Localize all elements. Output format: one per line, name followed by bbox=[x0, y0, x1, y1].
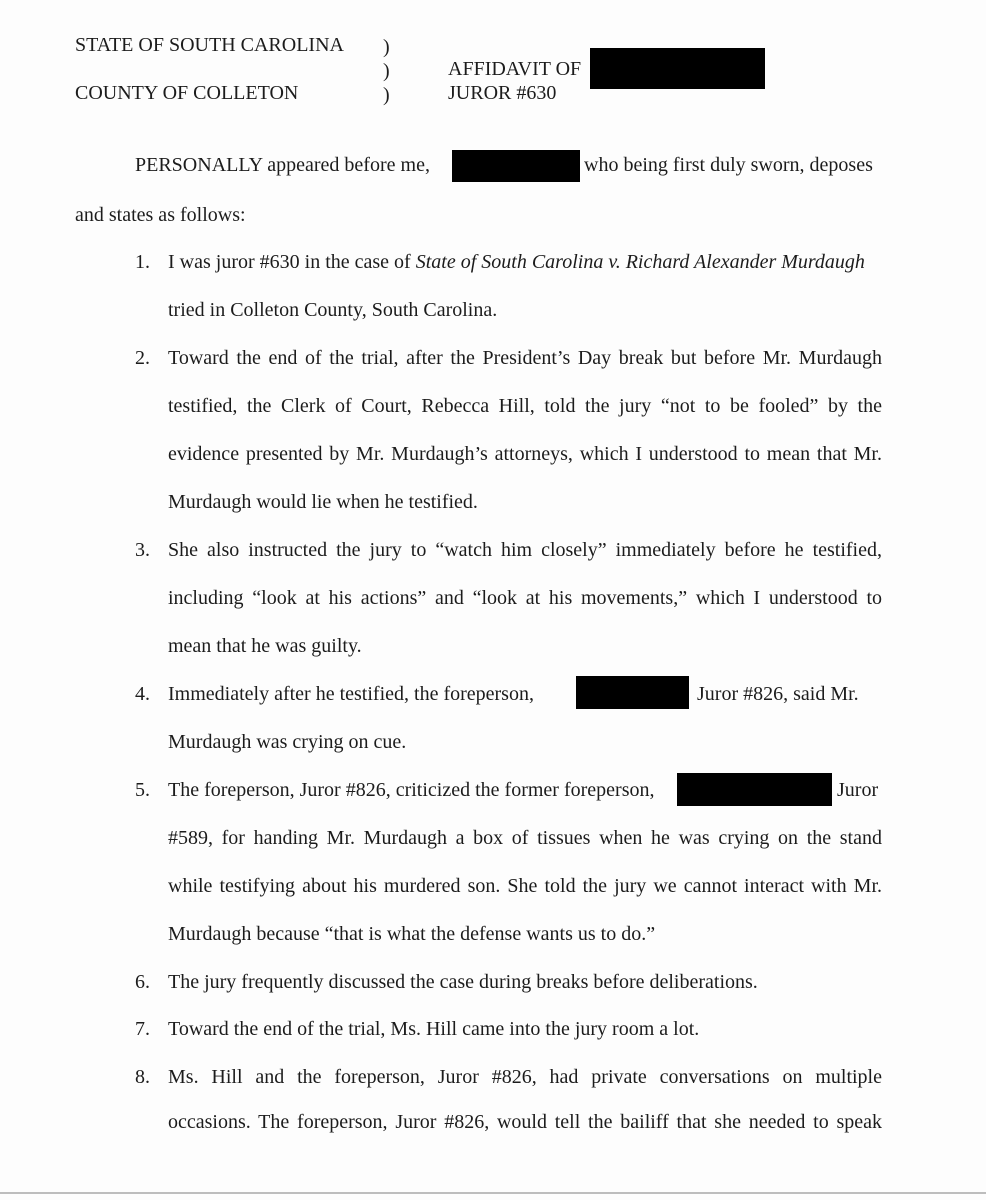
caption-county: COUNTY OF COLLETON bbox=[75, 82, 299, 104]
item-line: Murdaugh because “that is what the defense wants us to do.” bbox=[168, 923, 656, 945]
item-line: Ms. Hill and the foreperson, Juror #826, had private conversations on multiple bbox=[168, 1066, 882, 1088]
item-line: Immediately after he testified, the foreperson, bbox=[168, 683, 534, 705]
case-name: State of South Carolina v. Richard Alexander Murdaugh bbox=[415, 251, 865, 273]
item-line bbox=[168, 250, 882, 274]
item-line: testified, the Clerk of Court, Rebecca Hill, told the jury “not to be fooled” by the bbox=[168, 395, 882, 417]
item-line: tried in Colleton County, South Carolina. bbox=[168, 299, 498, 321]
item-line: Juror #826, said Mr. bbox=[697, 683, 859, 705]
item-line: Juror bbox=[837, 779, 879, 801]
item-line: The foreperson, Juror #826, criticized the former foreperson, bbox=[168, 779, 655, 801]
item-number: 3. bbox=[135, 539, 150, 561]
affidavit-title: AFFIDAVIT OF bbox=[448, 58, 582, 80]
redaction-bar bbox=[576, 676, 689, 709]
item-number: 7. bbox=[135, 1018, 150, 1040]
item-number: 1. bbox=[135, 251, 150, 273]
item-text: I was juror #630 in the case of bbox=[168, 251, 411, 273]
redaction-bar bbox=[590, 48, 765, 89]
page-edge-divider bbox=[0, 1192, 986, 1194]
juror-number-title: JUROR #630 bbox=[448, 82, 557, 104]
intro-text: who being first duly sworn, deposes bbox=[584, 154, 873, 176]
item-line: evidence presented by Mr. Murdaugh’s attorneys, which I understood to mean that Mr. bbox=[168, 443, 882, 465]
item-line: Murdaugh was crying on cue. bbox=[168, 731, 407, 753]
item-line: while testifying about his murdered son. She told the jury we cannot interact with Mr. bbox=[168, 875, 882, 897]
caption-paren: ) bbox=[383, 84, 390, 106]
intro-text: and states as follows: bbox=[75, 204, 246, 226]
item-number: 6. bbox=[135, 971, 150, 993]
intro-text: PERSONALLY appeared before me, bbox=[135, 154, 430, 176]
item-number: 5. bbox=[135, 779, 150, 801]
item-number: 8. bbox=[135, 1066, 150, 1088]
caption-paren: ) bbox=[383, 60, 390, 82]
caption-state: STATE OF SOUTH CAROLINA bbox=[75, 34, 344, 56]
item-line: Murdaugh would lie when he testified. bbox=[168, 491, 478, 513]
redaction-bar bbox=[452, 150, 580, 182]
item-line: The jury frequently discussed the case during breaks before deliberations. bbox=[168, 971, 758, 993]
caption-paren: ) bbox=[383, 36, 390, 58]
item-line: mean that he was guilty. bbox=[168, 635, 362, 657]
item-line: Toward the end of the trial, Ms. Hill came into the jury room a lot. bbox=[168, 1018, 700, 1040]
item-line: #589, for handing Mr. Murdaugh a box of tissues when he was crying on the stand bbox=[168, 827, 882, 849]
item-line: Toward the end of the trial, after the President’s Day break but before Mr. Murdaugh bbox=[168, 347, 882, 369]
item-line: occasions. The foreperson, Juror #826, would tell the bailiff that she needed to speak bbox=[168, 1111, 882, 1133]
item-number: 2. bbox=[135, 347, 150, 369]
redaction-bar bbox=[677, 773, 832, 806]
item-number: 4. bbox=[135, 683, 150, 705]
item-line: including “look at his actions” and “look at his movements,” which I understood to bbox=[168, 587, 882, 609]
item-line: She also instructed the jury to “watch him closely” immediately before he testified, bbox=[168, 539, 882, 561]
